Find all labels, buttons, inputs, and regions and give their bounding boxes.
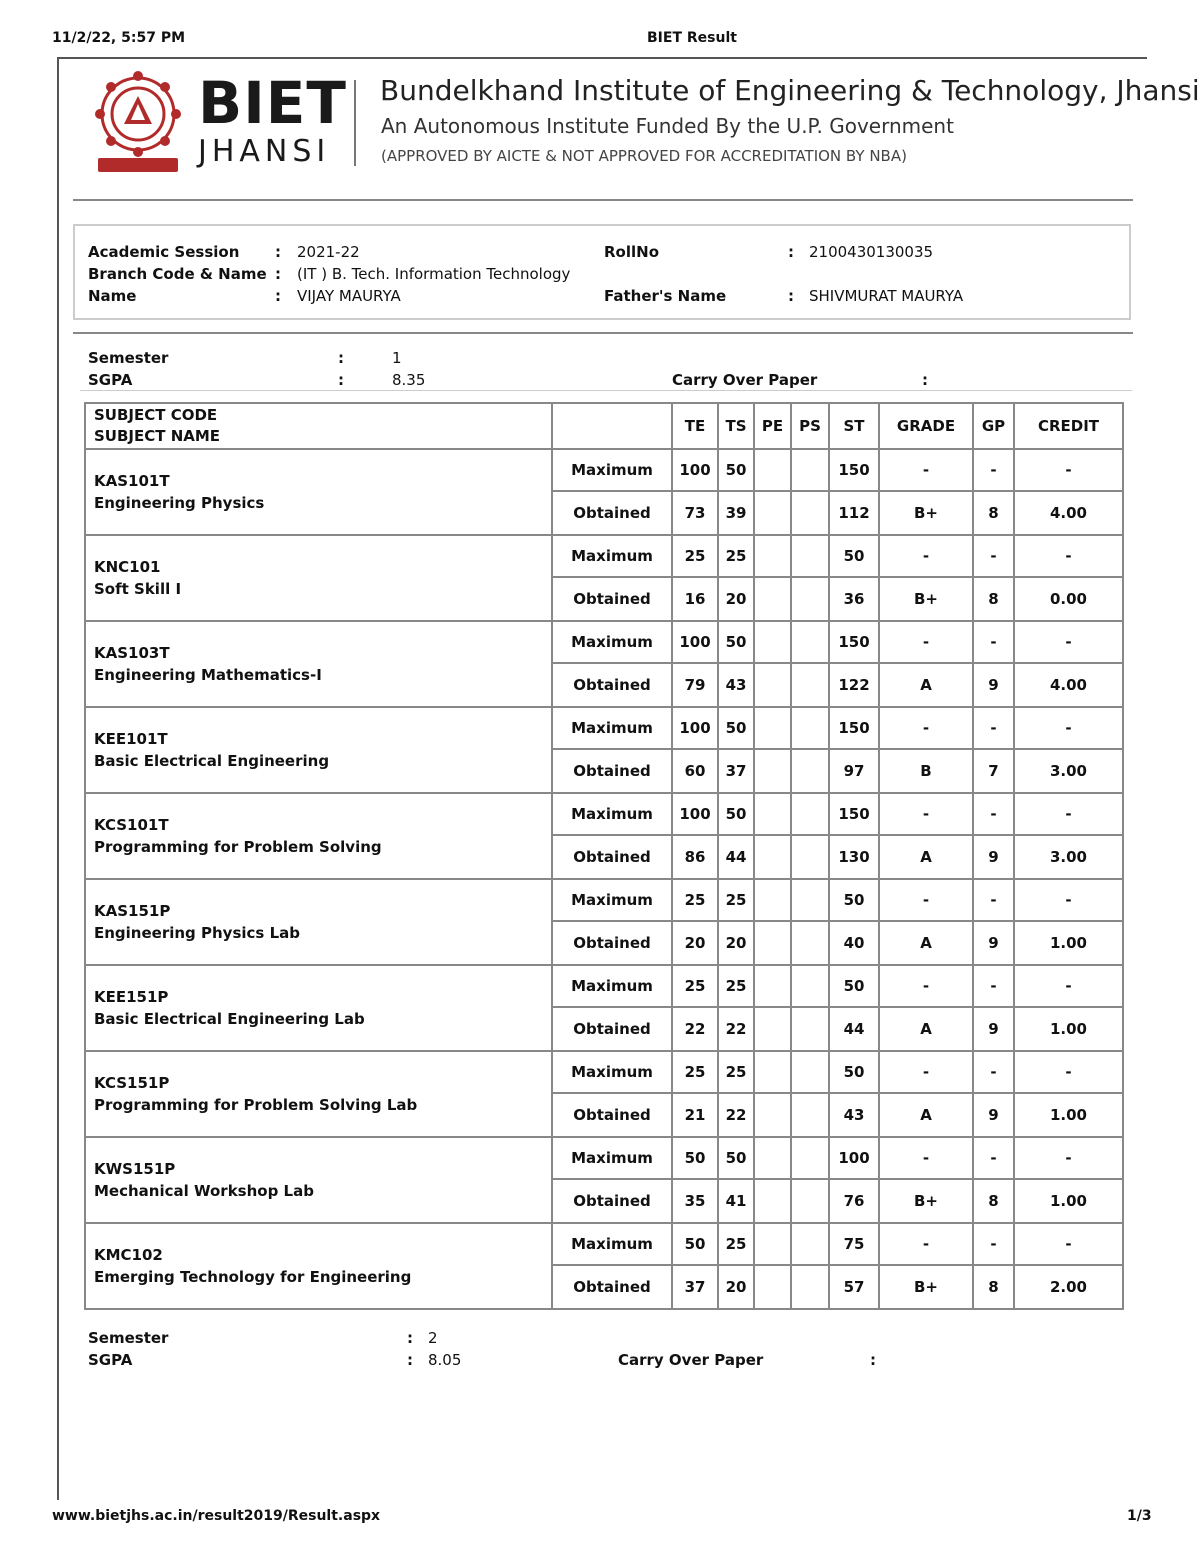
academic-session-label: Academic Session <box>88 243 240 261</box>
obt-te-cell: 35 <box>672 1179 718 1223</box>
max-grade-cell: - <box>879 535 973 577</box>
max-gp-cell: - <box>973 535 1014 577</box>
maximum-label: Maximum <box>552 965 672 1007</box>
colon: : <box>407 1329 413 1347</box>
max-grade-cell: - <box>879 449 973 491</box>
max-pe-cell <box>754 621 791 663</box>
gp-header: GP <box>973 403 1014 449</box>
obt-ts-cell: 43 <box>718 663 754 707</box>
obt-st-cell: 36 <box>829 577 879 621</box>
obt-credit-cell: 4.00 <box>1014 491 1123 535</box>
biet-emblem-icon <box>92 70 184 176</box>
obt-grade-cell: B+ <box>879 577 973 621</box>
obt-gp-cell: 9 <box>973 921 1014 965</box>
obt-credit-cell: 3.00 <box>1014 749 1123 793</box>
obt-ts-cell: 39 <box>718 491 754 535</box>
subject-code: KAS103T <box>94 644 170 662</box>
carry-over1-label: Carry Over Paper <box>672 371 818 389</box>
obt-credit-cell: 1.00 <box>1014 921 1123 965</box>
table-row-maximum <box>85 1137 1123 1179</box>
max-pe-cell <box>754 1051 791 1093</box>
obt-st-cell: 112 <box>829 491 879 535</box>
pe-header: PE <box>754 403 791 449</box>
table-row-maximum <box>85 965 1123 1007</box>
obt-grade-cell: B+ <box>879 1179 973 1223</box>
colon: : <box>788 243 794 261</box>
max-pe-cell <box>754 793 791 835</box>
obt-ts-cell: 44 <box>718 835 754 879</box>
max-gp-cell: - <box>973 1223 1014 1265</box>
obt-ps-cell <box>791 749 829 793</box>
biet-wordmark <box>198 70 347 168</box>
max-credit-cell: - <box>1014 449 1123 491</box>
max-te-cell: 50 <box>672 1137 718 1179</box>
obt-ps-cell <box>791 663 829 707</box>
max-ps-cell <box>791 1223 829 1265</box>
max-gp-cell: - <box>973 621 1014 663</box>
obt-pe-cell <box>754 663 791 707</box>
obt-ts-cell: 22 <box>718 1007 754 1051</box>
obt-credit-cell: 0.00 <box>1014 577 1123 621</box>
obt-ps-cell <box>791 577 829 621</box>
max-credit-cell: - <box>1014 621 1123 663</box>
obt-gp-cell: 9 <box>973 663 1014 707</box>
colon: : <box>407 1351 413 1369</box>
obt-pe-cell <box>754 1007 791 1051</box>
obt-gp-cell: 8 <box>973 1179 1014 1223</box>
table-row-maximum <box>85 793 1123 835</box>
table-row-maximum <box>85 449 1123 491</box>
obt-ts-cell: 20 <box>718 921 754 965</box>
max-grade-cell: - <box>879 621 973 663</box>
colon: : <box>275 287 281 305</box>
subject-code: KCS151P <box>94 1074 170 1092</box>
logo-city: JHANSI <box>198 134 331 169</box>
max-st-cell: 50 <box>829 879 879 921</box>
max-ts-cell: 50 <box>718 707 754 749</box>
max-credit-cell: - <box>1014 1137 1123 1179</box>
results-body <box>85 449 1123 1309</box>
max-st-cell: 150 <box>829 449 879 491</box>
maximum-label: Maximum <box>552 879 672 921</box>
max-ps-cell <box>791 1051 829 1093</box>
branch-label: Branch Code & Name <box>88 265 267 283</box>
max-ps-cell <box>791 793 829 835</box>
max-st-cell: 150 <box>829 621 879 663</box>
subject-name: Emerging Technology for Engineering <box>94 1268 412 1286</box>
rollno-value: 2100430130035 <box>809 243 934 261</box>
obt-pe-cell <box>754 1093 791 1137</box>
subject-name: Basic Electrical Engineering Lab <box>94 1010 365 1028</box>
subject-code: KAS101T <box>94 472 170 490</box>
subject-code: KNC101 <box>94 558 161 576</box>
institute-name: Bundelkhand Institute of Engineering & Technology, Jhansi <box>380 74 1200 107</box>
grade-header: GRADE <box>879 403 973 449</box>
obtained-label: Obtained <box>552 1265 672 1309</box>
max-credit-cell: - <box>1014 793 1123 835</box>
obt-te-cell: 73 <box>672 491 718 535</box>
obt-gp-cell: 8 <box>973 1265 1014 1309</box>
obt-te-cell: 20 <box>672 921 718 965</box>
subject-cell <box>85 1137 552 1223</box>
max-gp-cell: - <box>973 1137 1014 1179</box>
obtained-label: Obtained <box>552 1179 672 1223</box>
max-pe-cell <box>754 1137 791 1179</box>
max-gp-cell: - <box>973 793 1014 835</box>
max-pe-cell <box>754 707 791 749</box>
obt-grade-cell: A <box>879 663 973 707</box>
max-credit-cell: - <box>1014 965 1123 1007</box>
subject-name: Engineering Physics Lab <box>94 924 300 942</box>
obt-st-cell: 44 <box>829 1007 879 1051</box>
max-te-cell: 25 <box>672 535 718 577</box>
max-grade-cell: - <box>879 965 973 1007</box>
subject-name: Basic Electrical Engineering <box>94 752 330 770</box>
ps-header: PS <box>791 403 829 449</box>
obt-st-cell: 76 <box>829 1179 879 1223</box>
institute-subtitle: An Autonomous Institute Funded By the U.P. Government <box>381 114 954 138</box>
max-te-cell: 25 <box>672 965 718 1007</box>
subject-name: Mechanical Workshop Lab <box>94 1182 314 1200</box>
max-ts-cell: 25 <box>718 535 754 577</box>
subject-code-header: SUBJECT CODE <box>94 406 218 424</box>
subject-code: KAS151P <box>94 902 171 920</box>
obt-credit-cell: 1.00 <box>1014 1007 1123 1051</box>
kind-header <box>552 403 672 449</box>
print-page-number: 1/3 <box>1127 1508 1152 1524</box>
st-header: ST <box>829 403 879 449</box>
subject-name: Soft Skill I <box>94 580 182 598</box>
father-name-label: Father's Name <box>604 287 727 305</box>
colon: : <box>338 371 344 389</box>
max-ps-cell <box>791 879 829 921</box>
max-credit-cell: - <box>1014 879 1123 921</box>
obt-gp-cell: 7 <box>973 749 1014 793</box>
obt-gp-cell: 9 <box>973 835 1014 879</box>
max-st-cell: 100 <box>829 1137 879 1179</box>
max-te-cell: 25 <box>672 879 718 921</box>
obt-credit-cell: 3.00 <box>1014 835 1123 879</box>
maximum-label: Maximum <box>552 535 672 577</box>
subject-name: Engineering Mathematics-I <box>94 666 322 684</box>
max-ts-cell: 25 <box>718 1051 754 1093</box>
obt-pe-cell <box>754 835 791 879</box>
max-ts-cell: 50 <box>718 449 754 491</box>
table-row-maximum <box>85 1051 1123 1093</box>
obt-gp-cell: 9 <box>973 1007 1014 1051</box>
obt-pe-cell <box>754 577 791 621</box>
subject-cell <box>85 965 552 1051</box>
max-st-cell: 50 <box>829 1051 879 1093</box>
obtained-label: Obtained <box>552 749 672 793</box>
obt-gp-cell: 8 <box>973 577 1014 621</box>
max-credit-cell: - <box>1014 707 1123 749</box>
frame-top-border <box>57 57 1147 59</box>
obtained-label: Obtained <box>552 921 672 965</box>
print-datetime: 11/2/22, 5:57 PM <box>52 30 186 46</box>
credit-header: CREDIT <box>1014 403 1123 449</box>
obt-st-cell: 57 <box>829 1265 879 1309</box>
obt-gp-cell: 8 <box>973 491 1014 535</box>
obt-grade-cell: A <box>879 1007 973 1051</box>
max-credit-cell: - <box>1014 1223 1123 1265</box>
header-divider <box>73 199 1133 201</box>
obt-grade-cell: B+ <box>879 491 973 535</box>
max-ps-cell <box>791 621 829 663</box>
max-gp-cell: - <box>973 1051 1014 1093</box>
obt-gp-cell: 9 <box>973 1093 1014 1137</box>
subject-cell <box>85 707 552 793</box>
subject-cell <box>85 535 552 621</box>
max-grade-cell: - <box>879 1051 973 1093</box>
obt-ts-cell: 20 <box>718 1265 754 1309</box>
print-url: www.bietjhs.ac.in/result2019/Result.aspx <box>52 1508 381 1524</box>
results-table <box>84 402 1124 1310</box>
obt-te-cell: 79 <box>672 663 718 707</box>
max-te-cell: 25 <box>672 1051 718 1093</box>
subject-cell <box>85 879 552 965</box>
subject-code: KMC102 <box>94 1246 163 1264</box>
colon: : <box>275 265 281 283</box>
table-row-maximum <box>85 535 1123 577</box>
obt-grade-cell: A <box>879 835 973 879</box>
subject-cell <box>85 621 552 707</box>
max-gp-cell: - <box>973 707 1014 749</box>
maximum-label: Maximum <box>552 449 672 491</box>
table-row-maximum <box>85 621 1123 663</box>
info-divider <box>73 332 1133 334</box>
max-pe-cell <box>754 965 791 1007</box>
max-ts-cell: 25 <box>718 965 754 1007</box>
max-ts-cell: 25 <box>718 879 754 921</box>
obt-pe-cell <box>754 1265 791 1309</box>
subject-name: Programming for Problem Solving Lab <box>94 1096 418 1114</box>
max-credit-cell: - <box>1014 1051 1123 1093</box>
max-st-cell: 75 <box>829 1223 879 1265</box>
table-row-maximum <box>85 1223 1123 1265</box>
obt-pe-cell <box>754 491 791 535</box>
colon: : <box>870 1351 876 1369</box>
maximum-label: Maximum <box>552 793 672 835</box>
obtained-label: Obtained <box>552 663 672 707</box>
obt-grade-cell: B <box>879 749 973 793</box>
sgpa1-value: 8.35 <box>392 371 426 389</box>
obt-grade-cell: A <box>879 1093 973 1137</box>
obt-ps-cell <box>791 1265 829 1309</box>
logo-separator <box>354 80 356 166</box>
max-pe-cell <box>754 535 791 577</box>
obtained-label: Obtained <box>552 1093 672 1137</box>
maximum-label: Maximum <box>552 621 672 663</box>
obt-te-cell: 37 <box>672 1265 718 1309</box>
maximum-label: Maximum <box>552 1137 672 1179</box>
obt-te-cell: 16 <box>672 577 718 621</box>
max-ps-cell <box>791 535 829 577</box>
max-ts-cell: 50 <box>718 1137 754 1179</box>
max-ps-cell <box>791 707 829 749</box>
max-te-cell: 100 <box>672 707 718 749</box>
subject-cell <box>85 1223 552 1309</box>
obt-ts-cell: 20 <box>718 577 754 621</box>
subject-name: Engineering Physics <box>94 494 265 512</box>
obt-pe-cell <box>754 1179 791 1223</box>
table-header-row <box>85 403 1123 449</box>
maximum-label: Maximum <box>552 1223 672 1265</box>
obt-ps-cell <box>791 921 829 965</box>
max-pe-cell <box>754 879 791 921</box>
max-st-cell: 150 <box>829 707 879 749</box>
obtained-label: Obtained <box>552 1007 672 1051</box>
max-grade-cell: - <box>879 707 973 749</box>
obt-credit-cell: 1.00 <box>1014 1179 1123 1223</box>
max-credit-cell: - <box>1014 535 1123 577</box>
obt-ps-cell <box>791 491 829 535</box>
obt-ps-cell <box>791 1093 829 1137</box>
sgpa2-value: 8.05 <box>428 1351 462 1369</box>
subject-name-header: SUBJECT NAME <box>94 427 221 445</box>
max-te-cell: 100 <box>672 449 718 491</box>
obt-te-cell: 60 <box>672 749 718 793</box>
obtained-label: Obtained <box>552 835 672 879</box>
obt-grade-cell: A <box>879 921 973 965</box>
obt-te-cell: 21 <box>672 1093 718 1137</box>
max-te-cell: 100 <box>672 793 718 835</box>
colon: : <box>338 349 344 367</box>
max-grade-cell: - <box>879 1137 973 1179</box>
table-row-maximum <box>85 707 1123 749</box>
obt-credit-cell: 2.00 <box>1014 1265 1123 1309</box>
obt-st-cell: 122 <box>829 663 879 707</box>
subject-cell <box>85 449 552 535</box>
father-name-value: SHIVMURAT MAURYA <box>809 287 964 305</box>
name-label: Name <box>88 287 137 305</box>
institute-approval-note: (APPROVED BY AICTE & NOT APPROVED FOR ACCREDITATION BY NBA) <box>381 147 907 165</box>
max-ps-cell <box>791 965 829 1007</box>
obtained-label: Obtained <box>552 491 672 535</box>
max-te-cell: 100 <box>672 621 718 663</box>
max-pe-cell <box>754 1223 791 1265</box>
summary-underline <box>80 390 1132 391</box>
obt-grade-cell: B+ <box>879 1265 973 1309</box>
obt-ps-cell <box>791 1179 829 1223</box>
obt-ps-cell <box>791 1007 829 1051</box>
semester1-label: Semester <box>88 349 169 367</box>
subject-name: Programming for Problem Solving <box>94 838 382 856</box>
print-page-title: BIET Result <box>647 30 737 46</box>
max-grade-cell: - <box>879 793 973 835</box>
academic-session-value: 2021-22 <box>297 243 360 261</box>
obt-ts-cell: 22 <box>718 1093 754 1137</box>
obt-st-cell: 43 <box>829 1093 879 1137</box>
max-ps-cell <box>791 1137 829 1179</box>
max-pe-cell <box>754 449 791 491</box>
maximum-label: Maximum <box>552 1051 672 1093</box>
max-gp-cell: - <box>973 879 1014 921</box>
max-ts-cell: 50 <box>718 621 754 663</box>
colon: : <box>788 287 794 305</box>
max-gp-cell: - <box>973 965 1014 1007</box>
semester1-value: 1 <box>392 349 402 367</box>
max-ts-cell: 50 <box>718 793 754 835</box>
ts-header: TS <box>718 403 754 449</box>
student-name-value: VIJAY MAURYA <box>297 287 401 305</box>
obt-ts-cell: 37 <box>718 749 754 793</box>
max-te-cell: 50 <box>672 1223 718 1265</box>
max-gp-cell: - <box>973 449 1014 491</box>
frame-left-border <box>57 58 59 1500</box>
obt-pe-cell <box>754 749 791 793</box>
sgpa2-label: SGPA <box>88 1351 133 1369</box>
semester2-label: Semester <box>88 1329 169 1347</box>
maximum-label: Maximum <box>552 707 672 749</box>
subject-code: KWS151P <box>94 1160 176 1178</box>
max-grade-cell: - <box>879 879 973 921</box>
obt-te-cell: 86 <box>672 835 718 879</box>
subject-cell <box>85 1051 552 1137</box>
branch-value: (IT ) B. Tech. Information Technology <box>297 265 571 283</box>
max-ps-cell <box>791 449 829 491</box>
subject-code: KEE151P <box>94 988 169 1006</box>
logo-abbr: BIET <box>198 69 347 137</box>
obt-credit-cell: 4.00 <box>1014 663 1123 707</box>
max-st-cell: 50 <box>829 535 879 577</box>
sgpa1-label: SGPA <box>88 371 133 389</box>
obt-st-cell: 97 <box>829 749 879 793</box>
max-ts-cell: 25 <box>718 1223 754 1265</box>
obt-credit-cell: 1.00 <box>1014 1093 1123 1137</box>
semester2-value: 2 <box>428 1329 438 1347</box>
obt-st-cell: 130 <box>829 835 879 879</box>
max-st-cell: 150 <box>829 793 879 835</box>
subject-cell <box>85 793 552 879</box>
colon: : <box>275 243 281 261</box>
max-grade-cell: - <box>879 1223 973 1265</box>
carry-over2-label: Carry Over Paper <box>618 1351 764 1369</box>
obt-ts-cell: 41 <box>718 1179 754 1223</box>
subject-code: KEE101T <box>94 730 168 748</box>
obtained-label: Obtained <box>552 577 672 621</box>
rollno-label: RollNo <box>604 243 659 261</box>
subject-code: KCS101T <box>94 816 169 834</box>
obt-te-cell: 22 <box>672 1007 718 1051</box>
obt-ps-cell <box>791 835 829 879</box>
obt-pe-cell <box>754 921 791 965</box>
obt-st-cell: 40 <box>829 921 879 965</box>
subject-header <box>85 403 552 449</box>
table-row-maximum <box>85 879 1123 921</box>
colon: : <box>922 371 928 389</box>
max-st-cell: 50 <box>829 965 879 1007</box>
te-header: TE <box>672 403 718 449</box>
